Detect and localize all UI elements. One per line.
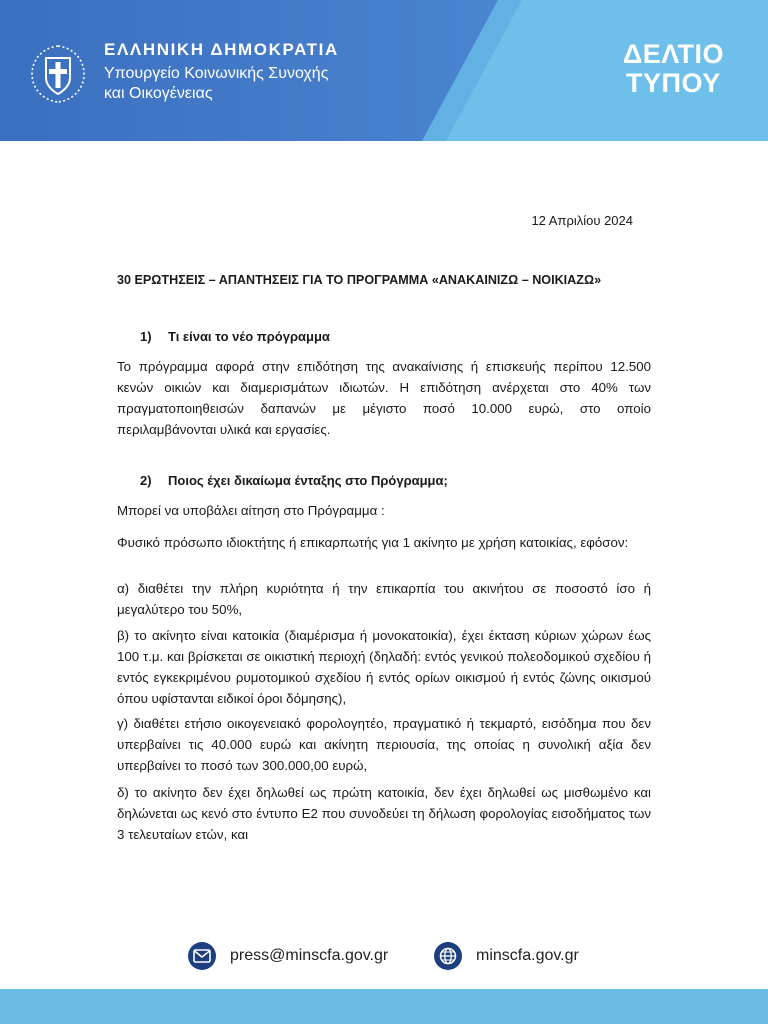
- release-date: 12 Απριλίου 2024: [531, 213, 633, 228]
- email-address[interactable]: press@minscfa.gov.gr: [230, 947, 389, 964]
- press-release-label-line-2: ΤΥΠΟΥ: [626, 68, 721, 98]
- question-1-text: Τι είναι το νέο πρόγραμμα: [168, 329, 330, 344]
- question-1-number: 1): [140, 329, 152, 344]
- globe-icon: [434, 942, 462, 970]
- press-release-header: [0, 0, 768, 141]
- ministry-name: [104, 64, 328, 104]
- website-url[interactable]: minscfa.gov.gr: [476, 947, 579, 964]
- footer-website[interactable]: [434, 941, 579, 971]
- footer-email[interactable]: [188, 941, 388, 971]
- question-2-intro: Μπορεί να υποβάλει αίτηση στο Πρόγραμμα :: [117, 503, 385, 518]
- question-2-number: 2): [140, 473, 152, 488]
- question-1-heading: [140, 329, 330, 344]
- question-1-answer: Το πρόγραμμα αφορά στην επιδότηση της ανακαίνισης ή επισκευής περίπου 12.500 κενών οικιών και διαμερισμάτων ιδιωτών. Η επιδότηση ανέρχεται στο 40% των πραγματοποιηθεισών δαπανών με μέγιστο ποσό 10.000 ευρώ, στο οποίο περιλαμβάνονται υλικά και εργασίες.: [117, 359, 651, 437]
- condition-a: α) διαθέτει την πλήρη κυριότητα ή την επικαρπία του ακινήτου σε ποσοστό ίσο ή μεγαλύτερο του 50%,: [117, 581, 651, 617]
- ministry-name-line-2: και Οικογένειας: [104, 85, 213, 102]
- question-2-heading: [140, 473, 448, 488]
- ministry-name-line-1: Υπουργείο Κοινωνικής Συνοχής: [104, 65, 329, 82]
- condition-c: γ) διαθέτει ετήσιο οικογενειακό φορολογητέο, πραγματικό ή τεκμαρτό, εισόδημα που δεν υπερβαίνει τις 40.000 ευρώ και ακίνητη περιουσία, της οποίας η συνολική αξία δεν υπερβαίνει το ποσό των 300.000,00 ευρώ,: [117, 716, 651, 773]
- question-2-eligible-person: Φυσικό πρόσωπο ιδιοκτήτης ή επικαρπωτής για 1 ακίνητο με χρήση κατοικίας, εφόσον:: [117, 535, 629, 550]
- envelope-icon: [188, 942, 216, 970]
- greek-coat-of-arms-icon: [24, 40, 92, 108]
- footer-bar: [0, 989, 768, 1024]
- press-release-label-line-1: ΔΕΛΤΙΟ: [622, 39, 724, 69]
- document-title: 30 ΕΡΩΤΗΣΕΙΣ – ΑΠΑΝΤΗΣΕΙΣ ΓΙΑ ΤΟ ΠΡΟΓΡΑΜΜΑ «ΑΝΑΚΑΙΝΙΖΩ – ΝΟΙΚΙΑΖΩ»: [117, 273, 602, 287]
- question-2-text: Ποιος έχει δικαίωμα ένταξης στο Πρόγραμμα;: [168, 473, 448, 488]
- press-release-label: [623, 40, 724, 98]
- country-name: ΕΛΛΗΝΙΚΗ ΔΗΜΟΚΡΑΤΙΑ: [104, 40, 339, 59]
- condition-d: δ) το ακίνητο δεν έχει δηλωθεί ως πρώτη κατοικία, δεν έχει δηλωθεί ως μισθωμένο και δηλώνεται ως κενό στο έντυπο Ε2 που συνοδεύει τη δήλωση φορολογίας εισοδήματος των 3 τελευταίων ετών, και: [117, 785, 651, 842]
- condition-b: β) το ακίνητο είναι κατοικία (διαμέρισμα ή μονοκατοικία), έχει έκταση κύριων χώρων έως 100 τ.μ. και βρίσκεται σε οικιστική περιοχή (δηλαδή: εντός γενικού πολεοδομικού σχεδίου ή εντός εγκεκριμένου ρυμοτομικού σχεδίου ή εντός ορίων οικισμού ή εντός ζώνης οικισμού όπου υφίστανται ειδικοί όροι δόμησης),: [117, 628, 651, 706]
